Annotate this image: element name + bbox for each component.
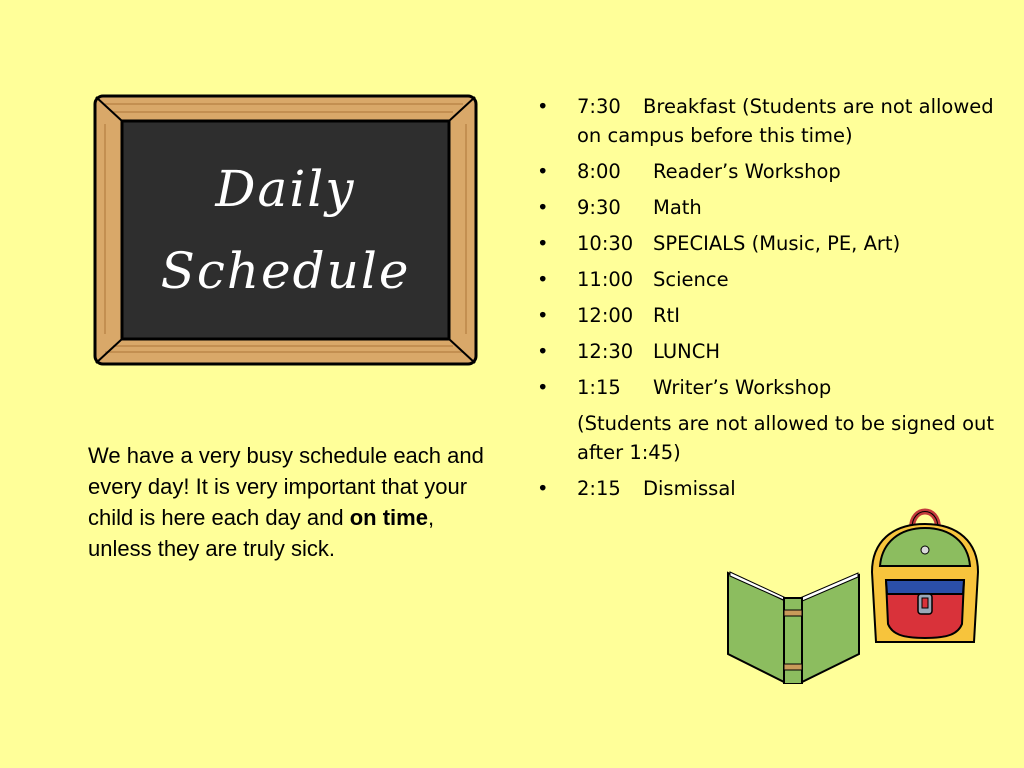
schedule-note [537, 409, 1007, 467]
board-title [123, 120, 448, 340]
intro-bold-text: on time [349, 505, 428, 530]
schedule-text: RtI [653, 304, 680, 327]
schedule-time: 9:30 [577, 196, 621, 219]
schedule-text: Writer’s Workshop [653, 376, 832, 399]
board-title-line1: Daily [215, 160, 356, 218]
open-book-icon [722, 570, 864, 684]
schedule-text: SPECIALS (Music, PE, Art) [653, 232, 901, 255]
intro-text-end: , unless they are truly sick. [88, 505, 435, 561]
list-item [537, 92, 1007, 150]
schedule-time: 8:00 [577, 160, 621, 183]
schedule-list [537, 92, 1007, 510]
list-item [537, 193, 1007, 222]
schedule-text: Math [653, 196, 702, 219]
intro-text: We have a very busy schedule each and every day! It is very important that your child is here each day and [88, 443, 484, 530]
schedule-time: 7:30 [577, 95, 621, 118]
list-item [537, 373, 1007, 402]
schedule-text: Breakfast (Students are not allowed on campus before this time) [577, 95, 994, 147]
bullet: • [537, 340, 549, 363]
schedule-text: Reader’s Workshop [653, 160, 841, 183]
bullet: • [537, 376, 549, 399]
list-item [537, 265, 1007, 294]
schedule-text: Science [653, 268, 729, 291]
schedule-text: Dismissal [643, 477, 736, 500]
schedule-time: 12:00 [577, 304, 634, 327]
bullet: • [537, 232, 549, 255]
bullet: • [537, 95, 549, 118]
schedule-time: 11:00 [577, 268, 634, 291]
bullet: • [537, 477, 549, 500]
schedule-time: 12:30 [577, 340, 634, 363]
bullet: • [537, 160, 549, 183]
bullet: • [537, 196, 549, 219]
list-item [537, 474, 1007, 503]
board-title-line2: Schedule [160, 242, 411, 300]
list-item [537, 229, 1007, 258]
bullet: • [537, 304, 549, 327]
backpack-icon [868, 502, 982, 646]
schedule-time: 2:15 [577, 477, 621, 500]
schedule-time: 10:30 [577, 232, 634, 255]
chalkboard-icon [93, 94, 478, 366]
list-item [537, 157, 1007, 186]
schedule-text: LUNCH [653, 340, 721, 363]
bullet: • [537, 268, 549, 291]
intro-paragraph [88, 440, 488, 564]
schedule-time: 1:15 [577, 376, 621, 399]
schedule-note-text: (Students are not allowed to be signed out after 1:45) [577, 412, 995, 464]
list-item [537, 337, 1007, 366]
list-item [537, 301, 1007, 330]
